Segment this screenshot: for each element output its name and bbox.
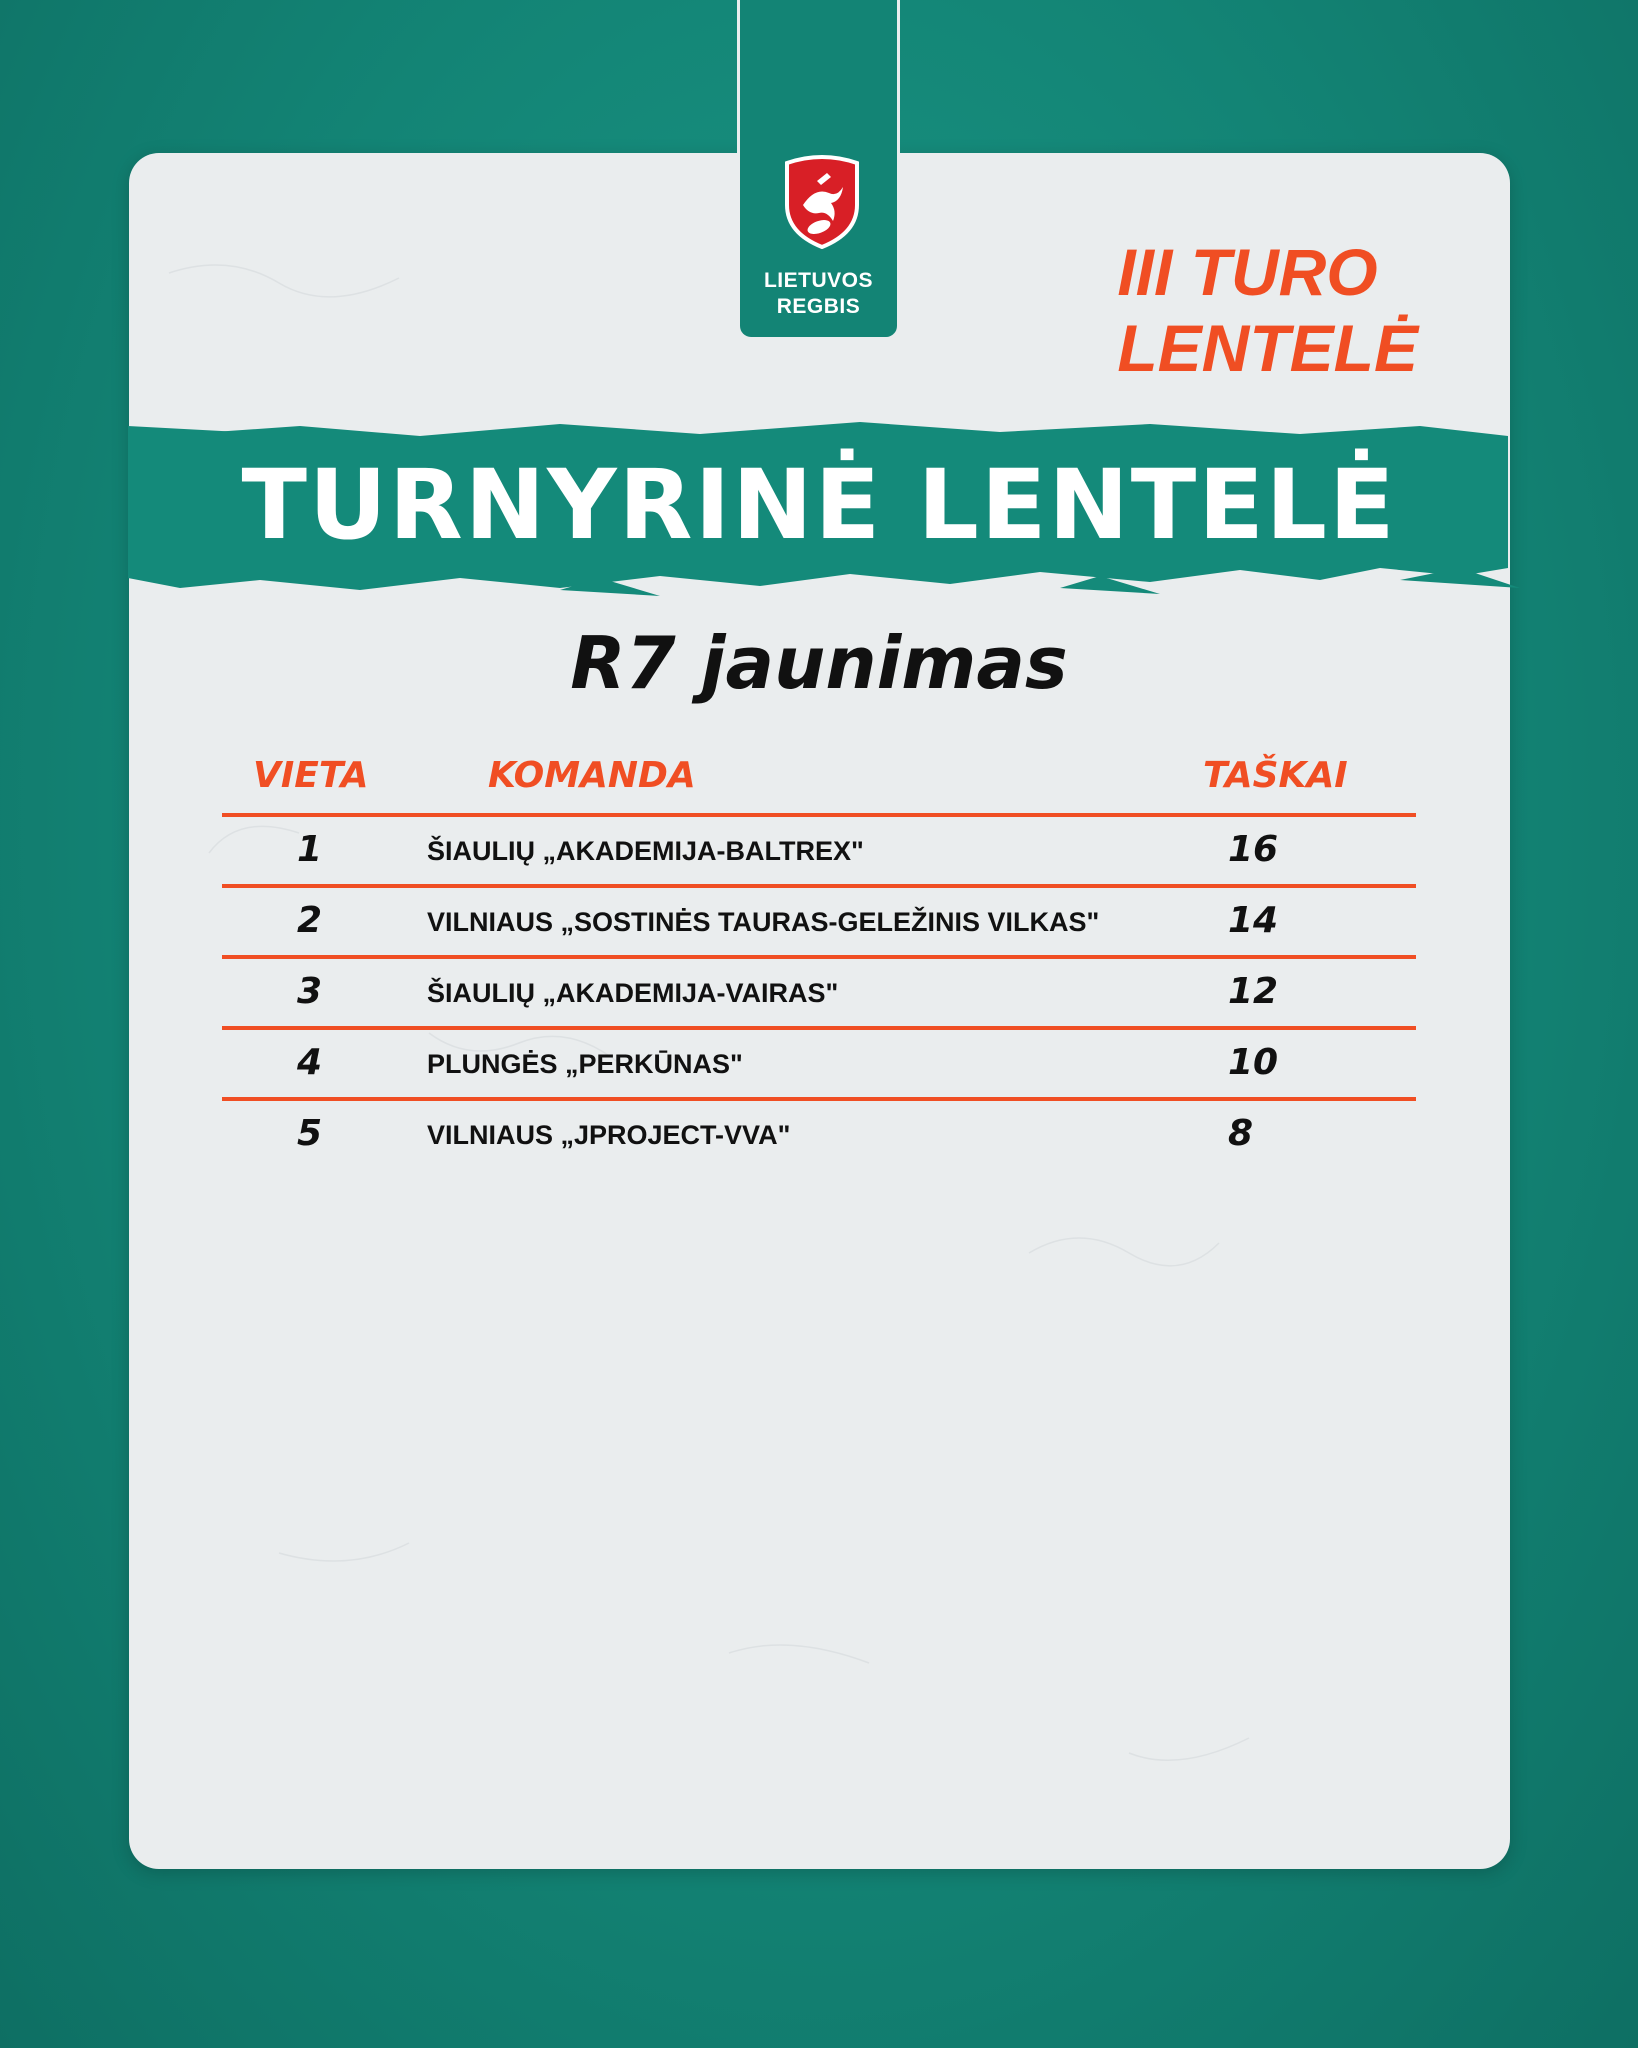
table-row — [222, 813, 1416, 884]
category-subtitle: R7 jaunimas — [570, 621, 1068, 705]
row-place: 5 — [296, 1113, 323, 1154]
row-place: 1 — [296, 829, 323, 870]
logo-text-line1: LIETUVOS — [763, 269, 873, 292]
row-divider — [222, 955, 1416, 959]
table-row — [222, 1026, 1416, 1097]
round-title-line2: LENTELĖ — [1117, 311, 1418, 385]
column-header-points: TAŠKAI — [1203, 755, 1348, 796]
row-divider — [222, 1097, 1416, 1101]
row-place: 3 — [296, 971, 323, 1012]
table-row — [222, 884, 1416, 955]
banner-title: TURNYRINĖ LENTELĖ — [241, 449, 1397, 561]
table-row — [222, 1097, 1416, 1168]
row-divider — [222, 884, 1416, 888]
row-team: ŠIAULIŲ „AKADEMIJA-BALTREX" — [427, 836, 864, 866]
logo-text-line2: REGBIS — [776, 295, 861, 318]
row-points: 14 — [1228, 900, 1279, 941]
table-row — [222, 955, 1416, 1026]
row-points: 10 — [1228, 1042, 1279, 1083]
row-team: PLUNGĖS „PERKŪNAS" — [427, 1049, 743, 1079]
round-title-line1: III TURO — [1117, 235, 1378, 309]
logo-tab — [737, 0, 900, 340]
round-title — [1117, 234, 1418, 386]
row-points: 12 — [1228, 971, 1279, 1012]
row-divider — [222, 813, 1416, 817]
row-place: 4 — [296, 1042, 323, 1083]
row-team: VILNIAUS „SOSTINĖS TAURAS-GELEŽINIS VILKAS" — [427, 907, 1100, 937]
row-points: 16 — [1228, 829, 1279, 870]
column-header-team: KOMANDA — [488, 755, 696, 796]
title-banner — [0, 418, 1638, 598]
row-place: 2 — [296, 900, 323, 941]
column-header-place: VIETA — [253, 755, 369, 796]
row-points: 8 — [1228, 1113, 1254, 1154]
rugby-knight-shield-icon — [779, 153, 865, 249]
row-team: VILNIAUS „JPROJECT-VVA" — [427, 1120, 791, 1150]
row-divider — [222, 1026, 1416, 1030]
row-team: ŠIAULIŲ „AKADEMIJA-VAIRAS" — [427, 978, 839, 1008]
